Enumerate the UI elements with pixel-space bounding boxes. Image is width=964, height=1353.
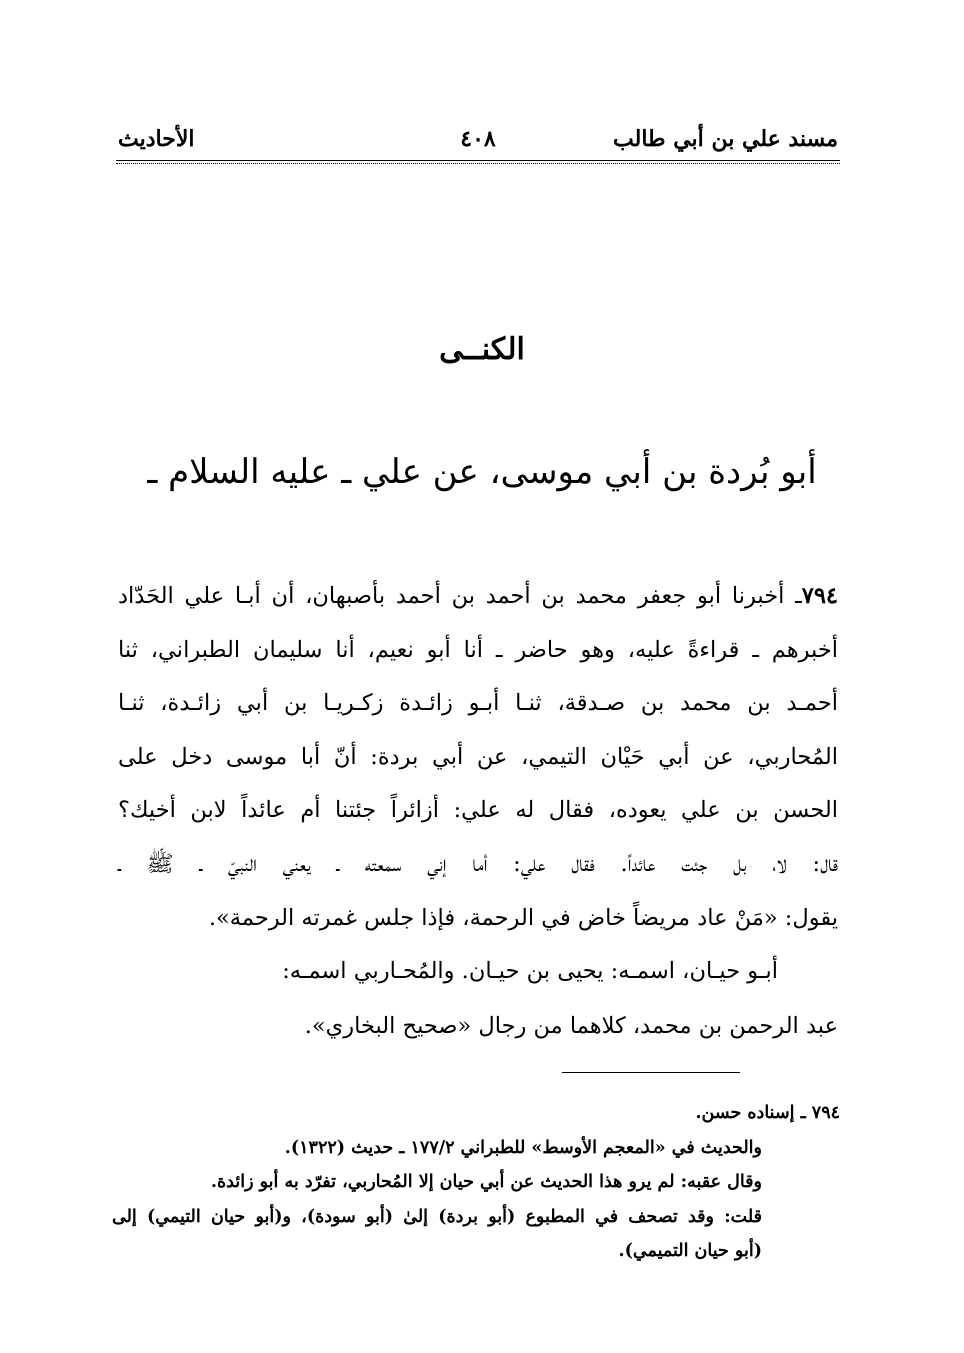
commentary-line: عبد الرحمن بن محمد، كلاهما من رجال «صحيح البخاري».	[304, 1013, 838, 1039]
hadith-line: قال: لا، بل جئت عائداً. فقال علي: أما إني سمعته ـ يعني النبيّ ـ ﷺ ـ	[118, 850, 838, 877]
commentary	[118, 944, 838, 1054]
footnote-line: والحديث في «المعجم الأوسط» للطبراني ١٧٧/٢ ـ حديث (١٣٢٢).	[284, 1137, 762, 1158]
hadith-line-text: ـ أخبرنا أبو جعفر محمد بن أحمد بن أحمد بأصبهان، أن أبـا علي الحَدّاد	[118, 583, 802, 609]
hadith-line: المُحاربي، عن أبي حَيْان التيمي، عن أبي بردة: أنّ أبا موسى دخل على	[118, 743, 838, 770]
footnote-line: (أبو حيان التميمي).	[618, 1241, 762, 1261]
chapter-title: الكنــى	[439, 332, 525, 367]
section-subtitle: أبو بُردة بن أبي موسى، عن علي ـ عليه السلام ـ	[147, 452, 817, 492]
book-title: مسند علي بن أبي طالب	[613, 126, 838, 152]
section-title: الأحاديث	[118, 126, 195, 152]
commentary-line: أبـو حيـان، اسمـه: يحيى بن حيـان. والمُحـاربي اسمـه:	[282, 958, 778, 984]
header-rule-dotted	[116, 163, 840, 164]
page-number: ٤٠٨	[460, 126, 496, 152]
footnote-line: ٧٩٤ ـ إسناده حسن.	[695, 1103, 840, 1123]
hadith-line: أحمـد بن محمد بن صـدقة، ثنـا أبـو زائـدة زكـريـا بن أبي زائـدة، ثنـا	[118, 690, 838, 717]
footnote-line: وقال عقبه: لم يرو هذا الحديث عن أبي حيان إلا المُحاربي، تفرّد به أبو زائدة.	[210, 1172, 762, 1192]
footnotes	[112, 1096, 840, 1269]
hadith-text	[118, 570, 838, 945]
hadith-line: يقول: «مَنْ عاد مريضاً خاض في الرحمة، فإذا جلس غمرته الرحمة».	[208, 904, 838, 931]
footnote-line: قلت: وقد تصحف في المطبوع (أبو بردة) إلىٰ (أبو سودة)، و(أبو حيان التيمي) إلى	[112, 1206, 762, 1227]
header-rule	[116, 160, 840, 161]
hadith-line: أخبرهم ـ قراءةً عليه، وهو حاضر ـ أنا أبو نعيم، أنا سليمان الطبراني، ثنا	[118, 636, 838, 663]
hadith-number: ٧٩٤	[801, 583, 838, 609]
hadith-line: الحسن بن علي يعوده، فقال له علي: أزائراً جئتنا أم عائداً لابن أخيك؟	[118, 797, 838, 824]
hadith-line	[118, 570, 838, 624]
footnote-rule	[562, 1072, 740, 1073]
